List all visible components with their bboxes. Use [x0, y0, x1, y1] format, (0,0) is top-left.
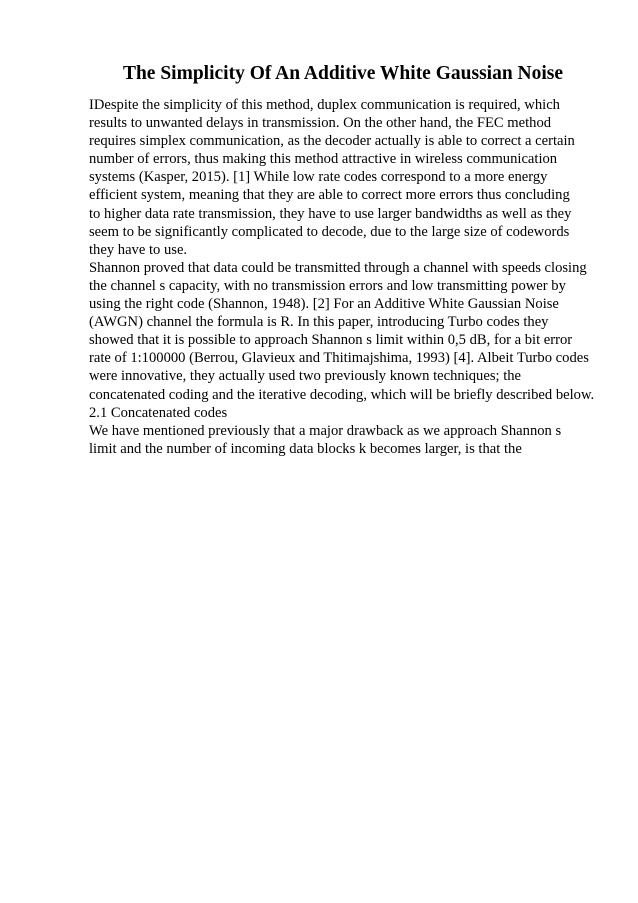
- body-line: using the right code (Shannon, 1948). [2] For an Additive White Gaussian Noise: [89, 296, 559, 313]
- body-line: concatenated coding and the iterative decoding, which will be briefly described below.: [89, 386, 595, 403]
- document-body: [89, 96, 619, 458]
- body-line: systems (Kasper, 2015). [1] While low rate codes correspond to a more energy: [89, 169, 548, 186]
- body-line: were innovative, they actually used two previously known techniques; the: [89, 368, 522, 385]
- body-line: requires simplex communication, as the decoder actually is able to correct a certain: [89, 133, 575, 150]
- body-line: rate of 1:100000 (Berrou, Glavieux and Thitimajshima, 1993) [4]. Albeit Turbo codes: [89, 350, 589, 367]
- body-line: Shannon proved that data could be transmitted through a channel with speeds closing: [89, 259, 587, 276]
- section-heading: 2.1 Concatenated codes: [89, 404, 228, 421]
- body-line: results to unwanted delays in transmission. On the other hand, the FEC method: [89, 115, 552, 132]
- body-line: (AWGN) channel the formula is R. In this paper, introducing Turbo codes they: [89, 314, 549, 331]
- body-line: We have mentioned previously that a major drawback as we approach Shannon s: [89, 422, 562, 439]
- body-line: IDespite the simplicity of this method, duplex communication is required, which: [89, 97, 560, 113]
- body-line: number of errors, thus making this method attractive in wireless communication: [89, 151, 558, 168]
- body-line: they have to use.: [89, 241, 188, 258]
- body-line: seem to be significantly complicated to decode, due to the large size of codewords: [89, 223, 570, 240]
- body-line: limit and the number of incoming data blocks k becomes larger, is that the: [89, 440, 522, 457]
- body-line: showed that it is possible to approach Shannon s limit within 0,5 dB, for a bit error: [89, 332, 573, 349]
- body-line: to higher data rate transmission, they have to use larger bandwidths as well as they: [89, 205, 572, 222]
- document-title: The Simplicity Of An Additive White Gaussian Noise: [122, 63, 564, 84]
- body-line: efficient system, meaning that they are able to correct more errors thus concluding: [89, 187, 570, 204]
- body-line: the channel s capacity, with no transmission errors and low transmitting power by: [89, 277, 566, 294]
